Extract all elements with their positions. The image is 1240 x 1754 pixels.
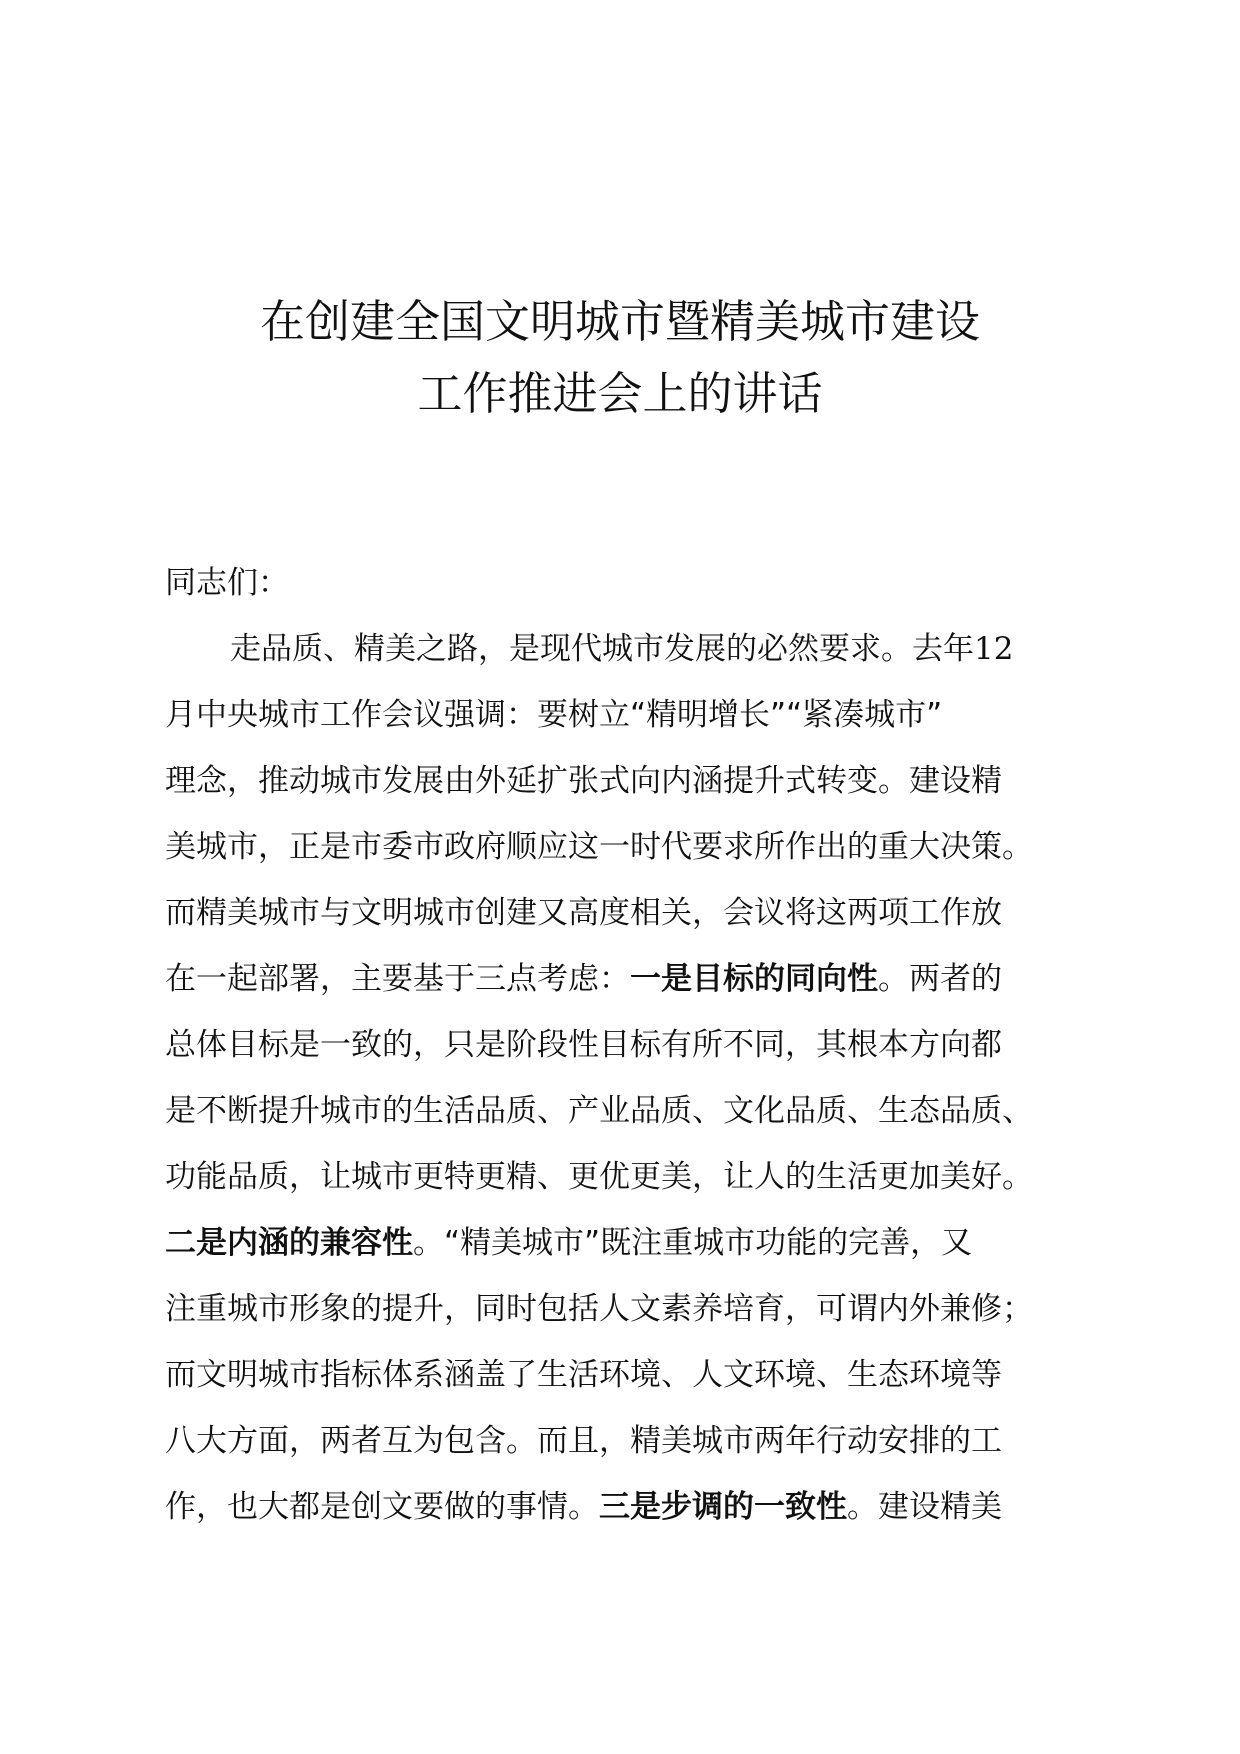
number-run: 12: [974, 631, 1014, 667]
paragraph-line: 是不断提升城市的生活品质、产业品质、文化品质、生态品质、: [165, 1093, 1033, 1129]
salutation: 同志们：: [165, 565, 289, 601]
paragraph-line: [165, 1210, 1125, 1276]
paragraph-line: 注重城市形象的提升，同时包括人文素养培育，可谓内外兼修；: [165, 1291, 1033, 1327]
paragraph-line: 功能品质，让城市更特更精、更优更美，让人的生活更加美好。: [165, 1159, 1033, 1195]
paragraph-line: 美城市，正是市委市政府顺应这一时代要求所作出的重大决策。: [165, 829, 1033, 865]
emphasis-run: 三是步调的一致性: [599, 1489, 847, 1525]
paragraph-line: [165, 1474, 1125, 1540]
paragraph-line: 月中央城市工作会议强调：要树立“精明增长”“紧凑城市”: [165, 697, 943, 733]
emphasis-run: 一是目标的同向性: [630, 961, 878, 997]
paragraph-line: 而文明城市指标体系涵盖了生活环境、人文环境、生态环境等: [165, 1357, 1002, 1393]
text-run: 在一起部署，主要基于三点考虑：: [165, 961, 630, 997]
paragraph-line: 总体目标是一致的，只是阶段性目标有所不同，其根本方向都: [165, 1027, 1002, 1063]
text-run: 作，也大都是创文要做的事情。: [165, 1489, 599, 1525]
text-run: 。两者的: [878, 961, 1002, 997]
text-run: 。建设精美: [847, 1489, 1002, 1525]
emphasis-run: 二是内涵的兼容性: [165, 1225, 413, 1261]
paragraph-line: [230, 616, 1130, 682]
text-run: 走品质、精美之路，是现代城市发展的必然要求。去年: [230, 631, 974, 667]
paragraph-line: 八大方面，两者互为包含。而且，精美城市两年行动安排的工: [165, 1423, 1002, 1459]
document-title-line-2: 工作推进会上的讲话: [417, 367, 823, 420]
paragraph-line: 理念，推动城市发展由外延扩张式向内涵提升式转变。建设精: [165, 763, 1002, 799]
paragraph-line: [165, 946, 1125, 1012]
text-run: 。“精美城市”既注重城市功能的完善，又: [413, 1225, 973, 1261]
document-title-line-1: 在创建全国文明城市暨精美城市建设: [259, 295, 980, 348]
paragraph-line: 而精美城市与文明城市创建又高度相关，会议将这两项工作放: [165, 895, 1002, 931]
